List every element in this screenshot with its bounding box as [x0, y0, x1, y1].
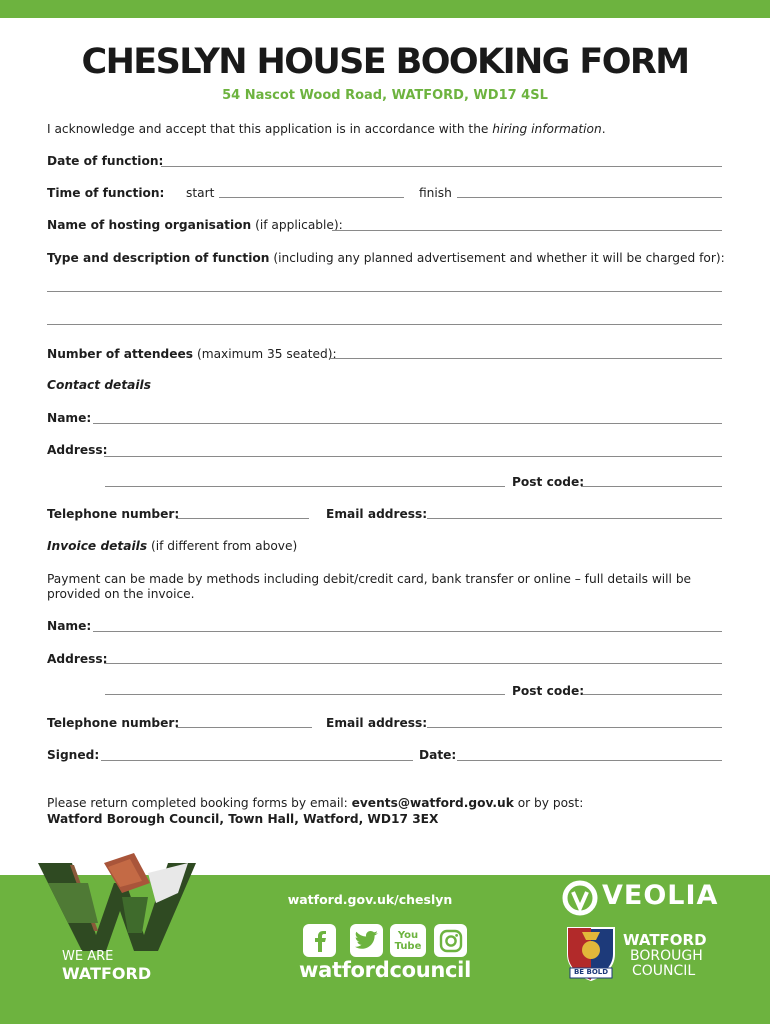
return-address: Watford Borough Council, Town Hall, Watford, WD17 3EX: [47, 812, 439, 826]
finish-label: finish: [419, 186, 452, 200]
signed-label: Signed:: [47, 748, 100, 762]
facebook-icon[interactable]: [303, 924, 336, 957]
organisation-field[interactable]: [332, 230, 722, 231]
attendees-field[interactable]: [330, 358, 722, 359]
contact-name-field[interactable]: [93, 423, 722, 424]
council-name-line-1: WATFORD: [623, 931, 707, 949]
payment-info-line-1: Payment can be made by methods including debit/credit card, bank transfer or online – full details will be: [47, 572, 692, 586]
page-title: CHESLYN HOUSE BOOKING FORM: [81, 42, 689, 82]
invoice-email-label: Email address:: [326, 716, 428, 730]
contact-address-label: Address:: [47, 443, 108, 457]
attendees-label: Number of attendees (maximum 35 seated):: [47, 347, 337, 361]
venue-address: 54 Nascot Wood Road, WATFORD, WD17 4SL: [222, 88, 548, 103]
invoice-telephone-field[interactable]: [176, 727, 312, 728]
invoice-telephone-label: Telephone number:: [47, 716, 180, 730]
function-type-label: Type and description of function (including any planned advertisement and whether it will be charged for):: [47, 251, 725, 265]
youtube-icon[interactable]: [390, 924, 426, 957]
acknowledgement-text: [47, 121, 606, 137]
time-of-function-label: Time of function:: [47, 186, 165, 200]
date-of-function-field[interactable]: [161, 166, 722, 167]
invoice-address-field-1[interactable]: [104, 663, 722, 664]
invoice-name-field[interactable]: [93, 631, 722, 632]
we-are-text: WE ARE: [62, 949, 114, 964]
contact-name-label: Name:: [47, 411, 92, 425]
council-social-handle: watfordcouncil: [299, 958, 471, 982]
contact-email-field[interactable]: [427, 518, 722, 519]
invoice-postcode-field[interactable]: [583, 694, 722, 695]
cheslyn-url-link[interactable]: watford.gov.uk/cheslyn: [287, 892, 453, 907]
youtube-tube-text: Tube: [394, 940, 422, 952]
payment-info-line-2: provided on the invoice.: [47, 587, 195, 601]
contact-address-field-2[interactable]: [105, 486, 505, 487]
events-email-link[interactable]: events@watford.gov.uk: [351, 796, 514, 810]
signed-date-field[interactable]: [457, 760, 722, 761]
signature-field[interactable]: [101, 760, 413, 761]
invoice-address-field-2[interactable]: [105, 694, 505, 695]
watford-text: WATFORD: [62, 964, 152, 983]
council-name-line-3: COUNCIL: [632, 963, 696, 979]
acknowledgement-body: I acknowledge and accept that this application is in accordance with the: [47, 122, 489, 136]
twitter-icon[interactable]: [350, 924, 383, 957]
start-label: start: [186, 186, 215, 200]
start-time-field[interactable]: [219, 197, 404, 198]
invoice-name-label: Name:: [47, 619, 92, 633]
invoice-address-label: Address:: [47, 652, 108, 666]
contact-email-label: Email address:: [326, 507, 428, 521]
signed-date-label: Date:: [419, 748, 457, 762]
contact-details-heading: Contact details: [47, 378, 151, 392]
acknowledgement-end: .: [601, 122, 606, 136]
contact-telephone-field[interactable]: [176, 518, 309, 519]
be-bold-motto: BE BOLD: [573, 968, 609, 976]
youtube-you-text: You: [397, 929, 419, 941]
contact-address-field-1[interactable]: [104, 456, 722, 457]
contact-telephone-label: Telephone number:: [47, 507, 180, 521]
organisation-label: Name of hosting organisation (if applicable):: [47, 218, 343, 232]
we-are-watford-w-logo: [38, 853, 198, 953]
finish-time-field[interactable]: [457, 197, 722, 198]
veolia-logo-icon: [562, 880, 598, 916]
invoice-email-field[interactable]: [427, 727, 722, 728]
date-of-function-label: Date of function:: [47, 154, 164, 168]
top-accent-bar: [0, 0, 770, 18]
veolia-logo-text: VEOLIA: [602, 880, 719, 911]
council-name-line-2: BOROUGH: [630, 948, 703, 964]
hiring-information-link[interactable]: hiring information: [492, 122, 602, 136]
contact-postcode-label: Post code:: [512, 475, 585, 489]
return-instructions: Please return completed booking forms by email: events@watford.gov.uk or by post:: [47, 796, 584, 810]
invoice-postcode-label: Post code:: [512, 684, 585, 698]
function-type-field-2[interactable]: [47, 324, 722, 325]
contact-postcode-field[interactable]: [581, 486, 722, 487]
function-type-field-1[interactable]: [47, 291, 722, 292]
invoice-details-heading: Invoice details (if different from above): [47, 539, 298, 553]
instagram-icon[interactable]: [434, 924, 467, 957]
